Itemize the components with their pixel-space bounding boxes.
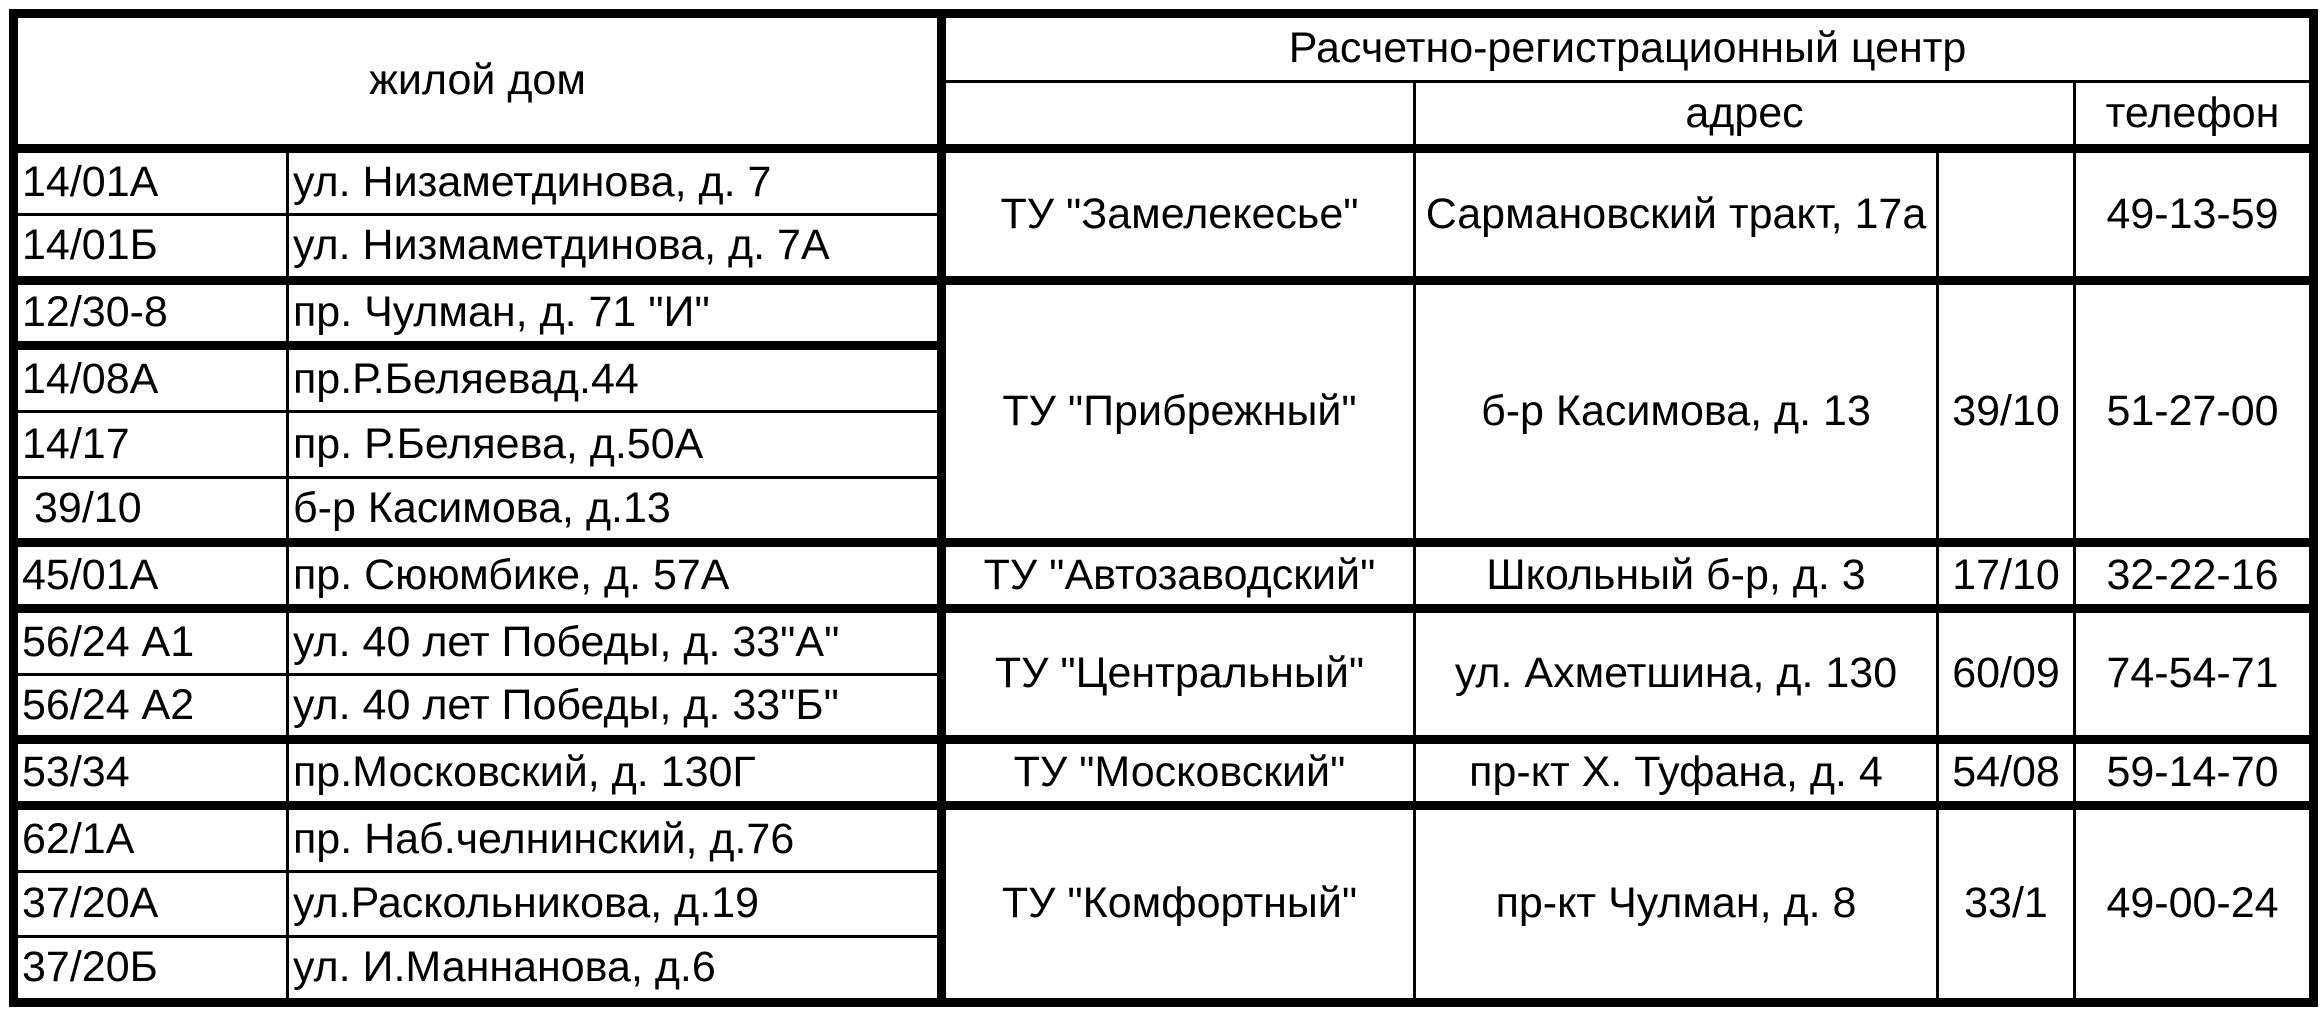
center-code-cell: 54/08 xyxy=(1938,740,2075,806)
center-name-cell: ТУ "Центральный" xyxy=(942,609,1415,740)
center-address-cell: пр-кт Х. Туфана, д. 4 xyxy=(1415,740,1938,806)
table-row xyxy=(14,609,2314,675)
phone-column-header: телефон xyxy=(2075,81,2314,149)
center-name-cell: ТУ "Комфортный" xyxy=(942,805,1415,1002)
house-code-cell: 14/08А xyxy=(14,346,288,412)
center-phone-cell: 51-27-00 xyxy=(2075,280,2314,543)
table-row xyxy=(14,543,2314,609)
center-name-cell: ТУ "Автозаводский" xyxy=(942,543,1415,609)
house-code-cell: 14/17 xyxy=(14,412,288,478)
house-address-cell: пр. Р.Беляева, д.50А xyxy=(288,412,942,478)
house-column-header: жилой дом xyxy=(14,14,942,149)
center-phone-cell: 59-14-70 xyxy=(2075,740,2314,806)
center-address-cell: Сармановский тракт, 17а xyxy=(1415,149,1938,280)
center-name-subheader xyxy=(942,81,1415,149)
center-code-cell: 17/10 xyxy=(1938,543,2075,609)
table-row xyxy=(14,280,2314,346)
house-code-cell: 56/24 А2 xyxy=(14,674,288,740)
house-address-cell: ул. 40 лет Победы, д. 33"А" xyxy=(288,609,942,675)
center-address-cell: Школьный б-р, д. 3 xyxy=(1415,543,1938,609)
house-address-cell: ул.Раскольникова, д.19 xyxy=(288,871,942,937)
house-address-cell: ул. И.Маннанова, д.6 xyxy=(288,937,942,1003)
address-column-header: адрес xyxy=(1415,81,2075,149)
house-address-cell: ул. Низмаметдинова, д. 7А xyxy=(288,215,942,281)
center-code-cell: 39/10 xyxy=(1938,280,2075,543)
center-address-cell: пр-кт Чулман, д. 8 xyxy=(1415,805,1938,1002)
center-address-cell: ул. Ахметшина, д. 130 xyxy=(1415,609,1938,740)
registration-centers-sheet xyxy=(9,9,2309,1007)
header-row xyxy=(14,14,2314,82)
center-phone-cell: 74-54-71 xyxy=(2075,609,2314,740)
house-code-cell: 37/20А xyxy=(14,871,288,937)
house-address-cell: б-р Касимова, д.13 xyxy=(288,477,942,543)
house-code-cell: 53/34 xyxy=(14,740,288,806)
house-code-cell: 12/30-8 xyxy=(14,280,288,346)
center-name-cell: ТУ "Прибрежный" xyxy=(942,280,1415,543)
house-address-cell: пр. Чулман, д. 71 "И" xyxy=(288,280,942,346)
table-row xyxy=(14,149,2314,215)
house-code-cell: 62/1А xyxy=(14,805,288,871)
house-address-cell: пр. Наб.челнинский, д.76 xyxy=(288,805,942,871)
table-row xyxy=(14,805,2314,871)
house-address-cell: ул. 40 лет Победы, д. 33"Б" xyxy=(288,674,942,740)
center-name-cell: ТУ "Московский" xyxy=(942,740,1415,806)
center-code-cell: 33/1 xyxy=(1938,805,2075,1002)
house-address-cell: ул. Низаметдинова, д. 7 xyxy=(288,149,942,215)
center-address-cell: б-р Касимова, д. 13 xyxy=(1415,280,1938,543)
house-code-cell: 14/01А xyxy=(14,149,288,215)
house-code-cell: 56/24 А1 xyxy=(14,609,288,675)
house-address-cell: пр.Р.Беляевад.44 xyxy=(288,346,942,412)
center-column-header: Расчетно-регистрационный центр xyxy=(942,14,2314,82)
registration-centers-table xyxy=(9,9,2318,1007)
house-code-cell: 45/01А xyxy=(14,543,288,609)
center-code-cell xyxy=(1938,149,2075,280)
center-phone-cell: 32-22-16 xyxy=(2075,543,2314,609)
center-name-cell: ТУ "Замелекесье" xyxy=(942,149,1415,280)
house-address-cell: пр.Московский, д. 130Г xyxy=(288,740,942,806)
center-phone-cell: 49-13-59 xyxy=(2075,149,2314,280)
center-code-cell: 60/09 xyxy=(1938,609,2075,740)
house-code-cell: 39/10 xyxy=(14,477,288,543)
center-phone-cell: 49-00-24 xyxy=(2075,805,2314,1002)
house-code-cell: 14/01Б xyxy=(14,215,288,281)
table-row xyxy=(14,740,2314,806)
house-address-cell: пр. Сююмбике, д. 57А xyxy=(288,543,942,609)
house-code-cell: 37/20Б xyxy=(14,937,288,1003)
